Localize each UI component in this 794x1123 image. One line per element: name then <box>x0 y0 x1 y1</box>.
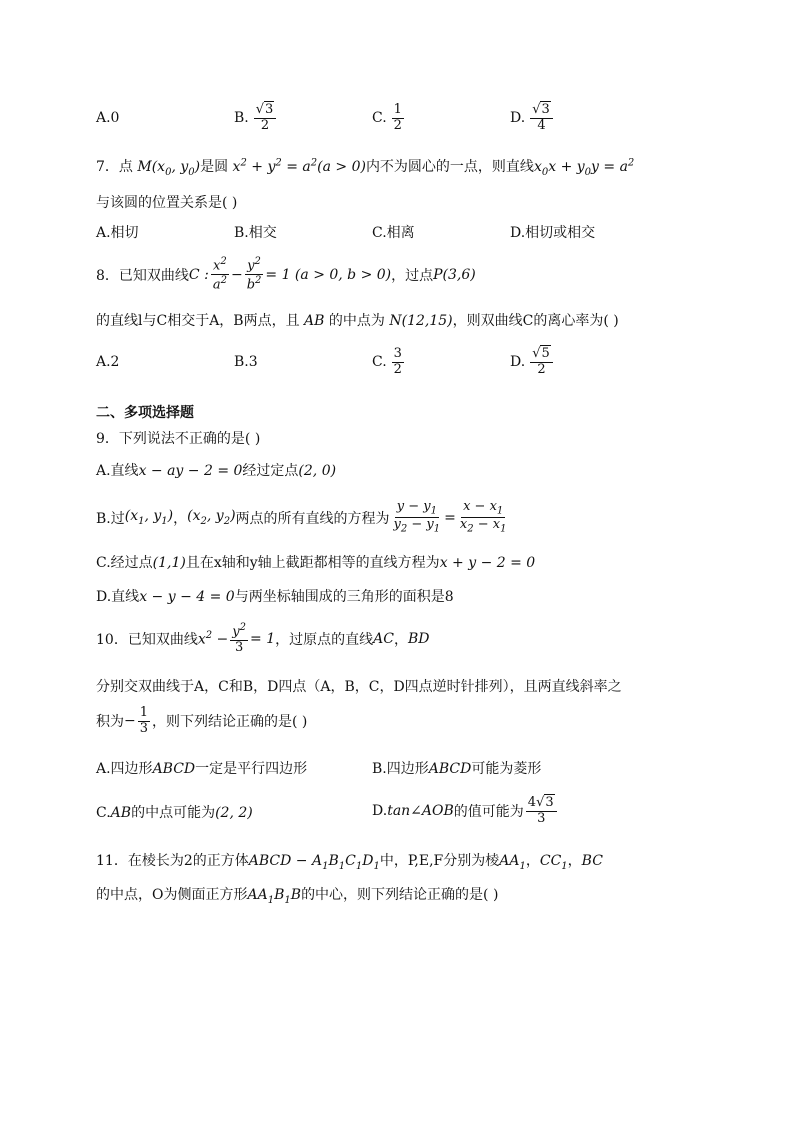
q10-stem: 10．已知双曲线 $x^2$ − $\frac{y^2}{3}$ = 1 ，过原点的直线 AC ， BD <box>96 622 430 656</box>
q7-options: A.相切 B.相交 C.相离 D.相切或相交 <box>96 225 596 241</box>
q7-stem-line2: 与该圆的位置关系是( ) <box>96 195 238 211</box>
q6-options <box>96 98 716 138</box>
q9-option-d: D.直线x − y − 4 = 0与两坐标轴围成的三角形的面积是8 <box>96 589 454 605</box>
q11-stem-line2: 的中点，O为侧面正方形$AA_1B_1B$的中心，则下列结论正确的是( ) <box>96 887 499 906</box>
q7-stem: 7．点 $M(x_0$, $y_0$)是圆 $x^2 + y^2 = a^2(a > 0)$内不为圆心的一点，则直线$x_0x + y_0y = a^2$ <box>96 157 635 178</box>
q9-option-a: A.直线x − ay − 2 = 0经过定点(2, 0) <box>96 463 337 479</box>
q9-stem: 9．下列说法不正确的是( ) <box>96 431 261 447</box>
q11-stem: 11．在棱长为2的正方体ABCD − $A_1B_1C_1D_1$中，P,E,F分别为棱$AA_1$，$CC_1$，BC <box>96 853 603 872</box>
q10-stem-line2: 分别交双曲线于A，C和B，D四点（A，B，C，D四点逆时针排列），且两直线斜率之 <box>96 679 622 695</box>
q10-options-cd: C.AB的中点可能为(2, 2) D. tan∠AOB 的值可能为 $\frac{4√3}{3}$ <box>96 796 698 836</box>
q10-stem-line3: 积为 − $\frac{1}{3}$ ，则下列结论正确的是( ) <box>96 705 308 736</box>
section-heading-multi-choice: 二、多项选择题 <box>96 405 194 421</box>
q6-option-d: D. $\frac{√3}{4}$ <box>510 98 555 138</box>
q9-option-b: B.过 ($x_1$, $y_1$) ， ($x_2$, $y_2$) 两点的所有直线的方程为 $\frac{y - y_1}{y_2 - y_1}$ = $\frac{x - x_1}{x_2 - x_1}$ <box>96 499 507 535</box>
q8-options: A.2 B.3 C. $\frac{3}{2}$ D. $\frac{√5}{2}$ <box>96 342 716 382</box>
q6-option-c: C. $\frac{1}{2}$ <box>372 101 402 133</box>
q8-stem-line2: 的直线l与C相交于A，B两点，且 AB 的中点为 N(12,15)，则双曲线C的离心率为( ) <box>96 313 619 329</box>
q9-option-c: C.经过点(1,1)且在x轴和y轴上截距都相等的直线方程为x + y − 2 = 0 <box>96 555 536 571</box>
q6-option-a: A.0 <box>96 110 120 126</box>
document-page: A.0 B. $\frac{√3}{2}$ C. $\frac{1}{2}$ D. $\frac{√3}{4}$ 7．点 $M(x_0$, $y_0$)是圆 $x^2 + y^2 = a^2(a > 0)$内不为圆心的一点，则直线$x_0x + y_0y = a^2$ 与该圆的位置关系是( ) A.相切 B.相交 C.相离 D.相切或相交 8．已知双曲线 C : $\frac{x^2}{a^2}$ − $\frac{y^2}{b^2}$ = 1 (a > 0, b > 0) ，过点 P(3,6) 的直线l与C相交于A，B两点，且 AB 的中点为 N(12,15)，则双曲线C的离心率为( ) A.2 B.3 C. $\frac{3}{2}$ D. $\frac{√5}{2}$ 二、多项选择题 9．下列说法不正确的是( ) A.直线x − ay − 2 = 0经过定点(2, 0) B.过 ($x_1$, $y_1$) ， ($x_2$, $y_2$) 两点的所有直线的方程为 $\frac{y - y_1}{y_2 - y_1}$ = $\frac{x - x_1}{x_2 - x_1}$ C.经过点(1,1)且在x轴和y轴上截距都相等的直线方程为x + y − 2 = 0 D.直线x − y − 4 = 0与两坐标轴围成的三角形的面积是8 10．已知双曲线 $x^2$ − $\frac{y^2}{3}$ = 1 ，过原点的直线 AC ， BD 分别交双曲线于A，C和B，D四点（A，B，C，D四点逆时针排列），且两直线斜率之 积为 − $\frac{1}{3}$ ，则下列结论正确的是( ) A.四边形ABCD一定是平行四边形 B.四边形ABCD可能为菱形 C.AB的中点可能为(2, 2) D. tan∠AOB 的值可能为 $\frac{4√3}{3}$ 11．在棱长为2的正方体ABCD − $A_1B_1C_1D_1$中，P,E,F分别为棱$AA_1$，$CC_1$，BC 的中点，O为侧面正方形$AA_1B_1B$的中心，则下列结论正确的是( ) <box>0 0 794 1123</box>
q6-option-b: B. $\frac{√3}{2}$ <box>234 98 278 138</box>
q8-stem: 8．已知双曲线 C : $\frac{x^2}{a^2}$ − $\frac{y^2}{b^2}$ = 1 (a > 0, b > 0) ，过点 P(3,6) <box>96 256 476 293</box>
